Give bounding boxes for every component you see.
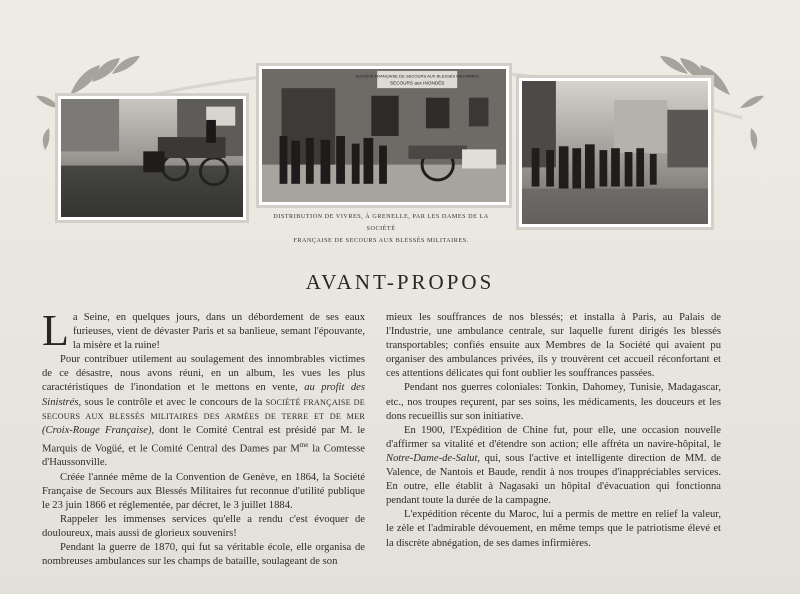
superscript: me: [299, 440, 309, 449]
caption-line-1: DISTRIBUTION DE VIVRES, À GRENELLE, PAR LES DAMES DE LA SOCIÉTÉ: [273, 213, 489, 232]
paragraph-text: la Comtesse d'Haussonville.: [42, 443, 365, 469]
paragraph-text: qui, sous l'active et intelligente direction de MM. de Valence, de Nantois et Baude, rendit à nos troupes d'inappréciables services. En outre, elle établit à Nagasaki un hôpital d'évacuation qui fonctionna pendant toute la durée de la campagne.: [386, 452, 721, 507]
paragraph: Créée l'année même de la Convention de Genève, en 1864, la Société Française de Secours aux Blessés Militaires fut reconnue d'utilité publique le 23 juin 1866 et réglementée, par décret, le 3 juillet 1884.: [42, 471, 365, 511]
paragraph: L'expédition récente du Maroc, lui a permis de mettre en relief la valeur, le zèle et l'admirable dévouement, en même temps que le patriotisme élevé et la discrète abnégation, de ses dames infirmières.: [386, 509, 721, 549]
paragraph-text: a Seine, en quelques jours, dans un débordement de ses eaux furieuses, vient de dévaster Paris et sa banlieue, semant l'épouvante, la misère et la ruine!: [72, 312, 365, 352]
smallcaps-text: SOCIÉTÉ FRANÇAISE DE SECOURS AUX BLESSÉS MILITAIRES DES ARMÉES DE TERRE ET DE MER: [42, 397, 365, 421]
paragraph: Rappeler les immenses services qu'elle a rendu c'est évoquer de douloureux, mais aussi de glorieux souvenirs!: [42, 513, 365, 539]
paragraph: mieux les souffrances de nos blessés; et installa à Paris, au Palais de l'Industrie, une ambulance centrale, sur laquelle furent dirigés les blessés transportables; confiés ensuite aux Membres de la Société qui avaient pu organiser des ambulances privées, ils y trouvèrent cet accueil réconfortant et ces attentions délicates qui font oublier les souffrances passées.: [386, 312, 721, 380]
paragraph: [42, 306, 365, 355]
paragraph: [386, 424, 721, 509]
paragraph: [42, 353, 365, 470]
text-column-right: [386, 311, 721, 551]
page-title: AVANT-PROPOS: [305, 270, 495, 294]
photo-caption: [262, 211, 500, 247]
paragraph-text: sous le contrôle et avec le concours de la: [81, 396, 266, 408]
italic-text: au profit des Sinistrés,: [42, 382, 366, 408]
drop-cap: L: [42, 306, 69, 355]
photo-crowd-street: [516, 75, 714, 230]
paragraph: Pendant nos guerres coloniales: Tonkin, Dahomey, Tunisie, Madagascar, etc., nos troupes reçurent, par ses soins, les médicaments, les douceurs et les dons recueillis sur son initiative.: [386, 382, 721, 422]
italic-text: (Croix-Rouge Française): [42, 424, 152, 436]
text-column-left: [42, 306, 366, 569]
paragraph-text: En 1900, l'Expédition de Chine fut, pour elle, une occasion nouvelle d'affirmer sa vitalité et d'étendre son action; elle affréta un navire-hôpital, le: [386, 424, 721, 450]
paragraph: Pendant la guerre de 1870, qui fut sa véritable école, elle organisa de nombreuses ambulances sur les champs de bataille, soulageant de son: [42, 542, 365, 568]
photo-flooded-street: [55, 93, 249, 223]
sign-text-1: SOCIÉTÉ FRANÇAISE DE SECOURS AUX BLESSÉS MILITAIRES: [355, 73, 479, 79]
caption-line-2: FRANÇAISE DE SECOURS AUX BLESSÉS MILITAIRES.: [293, 237, 469, 244]
paragraph-text: , dont le Comité Central est présidé par M. le Marquis de Vogüé, et le Comité Central des Dames par M: [42, 424, 365, 455]
photo-food-distribution: [256, 63, 512, 208]
italic-text: Notre-Dame-de-Salut,: [386, 452, 481, 464]
sign-text-2: SECOURS aux INONDÉS: [389, 80, 445, 86]
paragraph-text: Pour contribuer utilement au soulagement des innombrables victimes de ce désastre, nous avons réuni, en un album, les vues les plus caractéristiques de l'inondation et le mettons en vente,: [42, 354, 365, 394]
